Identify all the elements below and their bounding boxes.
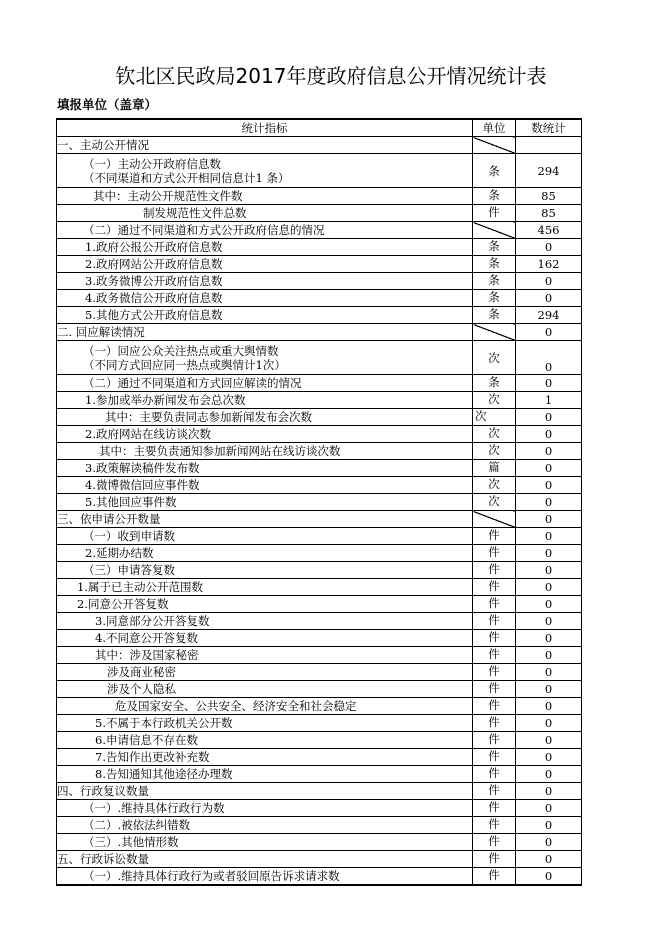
indicator-text: 一、主动公开情况: [57, 138, 149, 152]
table-row: [57, 834, 582, 851]
row-unit: 件: [473, 579, 516, 596]
row-unit: 条: [473, 375, 516, 392]
row-indicator: [57, 392, 473, 409]
row-value: 0: [516, 341, 582, 375]
indicator-text: 5.其他方式公开政府信息数: [85, 308, 223, 322]
row-indicator: [57, 698, 473, 715]
row-indicator: [57, 154, 473, 188]
row-indicator: [57, 273, 473, 290]
row-value: 0: [516, 749, 582, 766]
row-value: 0: [516, 511, 582, 528]
table-row: [57, 205, 582, 222]
row-unit: 件: [473, 630, 516, 647]
table-row: [57, 154, 582, 188]
indicator-text: 8.告知通知其他途径办理数: [95, 767, 233, 781]
indicator-text: 6.申请信息不存在数: [95, 733, 198, 747]
row-indicator: [57, 477, 473, 494]
row-indicator: [57, 766, 473, 783]
row-unit: 件: [473, 613, 516, 630]
table-row: [57, 851, 582, 868]
row-unit: 条: [473, 188, 516, 205]
indicator-text: 危及国家安全、公共安全、经济安全和社会稳定: [115, 699, 357, 713]
row-indicator: [57, 409, 473, 426]
row-indicator: [57, 137, 473, 154]
row-unit: 篇: [473, 460, 516, 477]
row-unit: 条: [473, 256, 516, 273]
table-row: [57, 817, 582, 834]
row-unit: 次: [473, 392, 516, 409]
row-value: 85: [516, 188, 582, 205]
indicator-text: 1.参加或举办新闻发布会总次数: [85, 393, 246, 407]
row-unit: 次: [473, 426, 516, 443]
row-unit: 件: [473, 562, 516, 579]
row-value: 0: [516, 681, 582, 698]
header-unit: 单位: [473, 119, 516, 137]
indicator-text: （三）.其他情形数: [83, 835, 179, 849]
row-unit: 件: [473, 749, 516, 766]
row-indicator: [57, 868, 473, 886]
row-unit: [473, 511, 516, 528]
table-row: [57, 460, 582, 477]
indicator-text: 2.政府网站公开政府信息数: [85, 257, 223, 271]
page-title: 钦北区民政局2017年度政府信息公开情况统计表: [115, 64, 547, 88]
indicator-text: （三）申请答复数: [83, 563, 175, 577]
row-value: 0: [516, 324, 582, 341]
table-row: [57, 613, 582, 630]
row-value: 0: [516, 290, 582, 307]
indicator-text: 5.不属于本行政机关公开数: [95, 716, 233, 730]
row-indicator: [57, 783, 473, 800]
row-value: 0: [516, 596, 582, 613]
indicator-text: 3.政务微博公开政府信息数: [85, 274, 223, 288]
row-value: 0: [516, 494, 582, 511]
row-unit: 件: [473, 647, 516, 664]
row-indicator: [57, 545, 473, 562]
row-unit: [473, 222, 516, 239]
table-row: [57, 545, 582, 562]
row-indicator: [57, 749, 473, 766]
row-value: 0: [516, 630, 582, 647]
row-value: 0: [516, 239, 582, 256]
indicator-text: 4.不同意公开答复数: [95, 631, 198, 645]
table-row: [57, 664, 582, 681]
row-indicator: [57, 341, 473, 375]
row-unit: 件: [473, 664, 516, 681]
row-value: 0: [516, 715, 582, 732]
indicator-text: 1.政府公报公开政府信息数: [85, 240, 223, 254]
table-row: [57, 307, 582, 324]
row-indicator: [57, 851, 473, 868]
row-unit: 条: [473, 239, 516, 256]
row-value: 0: [516, 477, 582, 494]
row-unit: [473, 324, 516, 341]
row-indicator: [57, 290, 473, 307]
table-row: [57, 222, 582, 239]
indicator-text: 涉及商业秘密: [107, 665, 176, 679]
table-row: [57, 800, 582, 817]
table-row: [57, 749, 582, 766]
table-row: [57, 511, 582, 528]
row-value: 0: [516, 426, 582, 443]
indicator-text: 3.同意部分公开答复数: [95, 614, 210, 628]
row-unit: 件: [473, 851, 516, 868]
table-row: [57, 630, 582, 647]
row-value: 0: [516, 273, 582, 290]
indicator-text: （一）.维持具体行政行为数: [83, 801, 225, 815]
row-value: 0: [516, 460, 582, 477]
row-value: [516, 137, 582, 154]
row-unit: 条: [473, 273, 516, 290]
row-indicator: [57, 324, 473, 341]
row-value: 0: [516, 528, 582, 545]
row-unit: 件: [473, 681, 516, 698]
indicator-text: 2.政府网站在线访谈次数: [85, 427, 211, 441]
indicator-text: 3.政策解读稿件发布数: [85, 461, 200, 475]
table-row: [57, 715, 582, 732]
indicator-text: （二）通过不同渠道和方式回应解读的情况: [83, 376, 302, 390]
row-value: 0: [516, 579, 582, 596]
indicator-text: 涉及个人隐私: [107, 682, 176, 696]
row-unit: 次: [473, 341, 516, 375]
row-unit: 件: [473, 800, 516, 817]
indicator-note: （不同方式回应同一热点或舆情计1次）: [83, 357, 286, 372]
row-value: 0: [516, 613, 582, 630]
table-row: [57, 766, 582, 783]
table-row: [57, 239, 582, 256]
row-indicator: [57, 817, 473, 834]
row-unit: 条: [473, 154, 516, 188]
table-row: [57, 698, 582, 715]
table-row: [57, 409, 582, 426]
indicator-text: 4.政务微信公开政府信息数: [85, 291, 223, 305]
table-row: [57, 443, 582, 460]
header-count: 数统计: [516, 119, 582, 137]
row-indicator: [57, 375, 473, 392]
row-value: 294: [516, 154, 582, 188]
row-value: 0: [516, 647, 582, 664]
table-row: [57, 375, 582, 392]
indicator-text: 三、依申请公开数量: [57, 512, 161, 526]
indicator-text: （一）回应公众关注热点或重大舆情数: [83, 343, 279, 358]
row-value: 0: [516, 732, 582, 749]
table-row: [57, 392, 582, 409]
row-indicator: [57, 307, 473, 324]
row-indicator: [57, 715, 473, 732]
indicator-text: （一）收到申请数: [83, 529, 175, 543]
indicator-text: 2.延期办结数: [85, 546, 154, 560]
row-unit: 件: [473, 545, 516, 562]
row-indicator: [57, 562, 473, 579]
row-value: 0: [516, 409, 582, 426]
row-indicator: [57, 732, 473, 749]
row-indicator: [57, 681, 473, 698]
row-unit: 次: [473, 443, 516, 460]
table-row: [57, 324, 582, 341]
row-indicator: [57, 800, 473, 817]
table-row: [57, 868, 582, 886]
table-row: [57, 477, 582, 494]
indicator-text: 7.告知作出更改补充数: [95, 750, 210, 764]
table-header-row: [57, 119, 582, 137]
table-row: [57, 256, 582, 273]
indicator-text: 5.其他回应事件数: [85, 495, 177, 509]
indicator-text: 其中：主动公开规范性文件数: [93, 189, 243, 203]
row-indicator: [57, 222, 473, 239]
row-unit: 件: [473, 766, 516, 783]
row-unit: 次: [473, 477, 516, 494]
row-value: 0: [516, 851, 582, 868]
row-indicator: [57, 664, 473, 681]
row-indicator: [57, 239, 473, 256]
table-row: [57, 596, 582, 613]
table-row: [57, 562, 582, 579]
indicator-text: （二）.被依法纠错数: [83, 818, 191, 832]
row-unit: 次: [473, 409, 516, 426]
row-unit: 件: [473, 783, 516, 800]
row-value: 0: [516, 375, 582, 392]
indicator-text: （一）主动公开政府信息数: [83, 156, 221, 171]
row-unit: 条: [473, 290, 516, 307]
row-value: 456: [516, 222, 582, 239]
row-value: 294: [516, 307, 582, 324]
row-unit: 件: [473, 834, 516, 851]
row-indicator: [57, 596, 473, 613]
indicator-text: 五、行政诉讼数量: [57, 852, 149, 866]
row-indicator: [57, 460, 473, 477]
indicator-text: （二）通过不同渠道和方式公开政府信息的情况: [83, 223, 325, 237]
table-row: [57, 290, 582, 307]
row-indicator: [57, 834, 473, 851]
table-row: [57, 273, 582, 290]
row-indicator: [57, 443, 473, 460]
row-value: 0: [516, 698, 582, 715]
indicator-text: 其中：涉及国家秘密: [95, 648, 199, 662]
row-value: 0: [516, 800, 582, 817]
row-value: 0: [516, 868, 582, 886]
row-indicator: [57, 511, 473, 528]
row-unit: 件: [473, 715, 516, 732]
row-indicator: [57, 528, 473, 545]
statistics-table: [56, 118, 582, 886]
row-value: 0: [516, 664, 582, 681]
indicator-text: 2.同意公开答复数: [77, 597, 169, 611]
row-unit: 件: [473, 528, 516, 545]
row-value: 0: [516, 834, 582, 851]
row-indicator: [57, 188, 473, 205]
row-value: 1: [516, 392, 582, 409]
row-indicator: [57, 630, 473, 647]
row-value: 0: [516, 766, 582, 783]
row-indicator: [57, 426, 473, 443]
row-indicator: [57, 205, 473, 222]
indicator-text: 制发规范性文件总数: [143, 206, 247, 220]
reporting-unit-label: 填报单位（盖章）: [57, 97, 158, 112]
row-value: 162: [516, 256, 582, 273]
row-unit: 次: [473, 494, 516, 511]
row-indicator: [57, 579, 473, 596]
row-value: 0: [516, 783, 582, 800]
row-unit: 件: [473, 205, 516, 222]
indicator-text: （一）.维持具体行政行为或者驳回原告诉求请求数: [83, 869, 340, 883]
row-indicator: [57, 647, 473, 664]
table-row: [57, 783, 582, 800]
header-indicator: 统计指标: [57, 119, 473, 137]
row-value: 85: [516, 205, 582, 222]
indicator-text: 四、行政复议数量: [57, 784, 149, 798]
row-unit: 件: [473, 817, 516, 834]
table-row: [57, 647, 582, 664]
table-row: [57, 426, 582, 443]
indicator-text: 二. 回应解读情况: [57, 325, 145, 339]
row-unit: 件: [473, 868, 516, 886]
table-row: [57, 188, 582, 205]
table-row: [57, 137, 582, 154]
row-unit: 件: [473, 596, 516, 613]
row-value: 0: [516, 562, 582, 579]
row-unit: 条: [473, 307, 516, 324]
indicator-text: 其中：主要负责同志参加新闻发布会次数: [105, 410, 312, 424]
table-row: [57, 494, 582, 511]
row-unit: [473, 137, 516, 154]
row-unit: 件: [473, 732, 516, 749]
indicator-note: （不同渠道和方式公开相同信息计1 条）: [83, 170, 290, 185]
row-indicator: [57, 613, 473, 630]
row-value: 0: [516, 443, 582, 460]
row-indicator: [57, 494, 473, 511]
indicator-text: 1.属于已主动公开范围数: [77, 580, 203, 594]
row-unit: 件: [473, 698, 516, 715]
table-row: [57, 528, 582, 545]
table-row: [57, 579, 582, 596]
row-indicator: [57, 256, 473, 273]
row-value: 0: [516, 545, 582, 562]
table-row: [57, 732, 582, 749]
indicator-text: 其中：主要负责通知参加新闻网站在线访谈次数: [99, 444, 341, 458]
table-row: [57, 681, 582, 698]
indicator-text: 4.微博微信回应事件数: [85, 478, 200, 492]
table-row: [57, 341, 582, 375]
table-body: [57, 137, 582, 886]
row-value: 0: [516, 817, 582, 834]
